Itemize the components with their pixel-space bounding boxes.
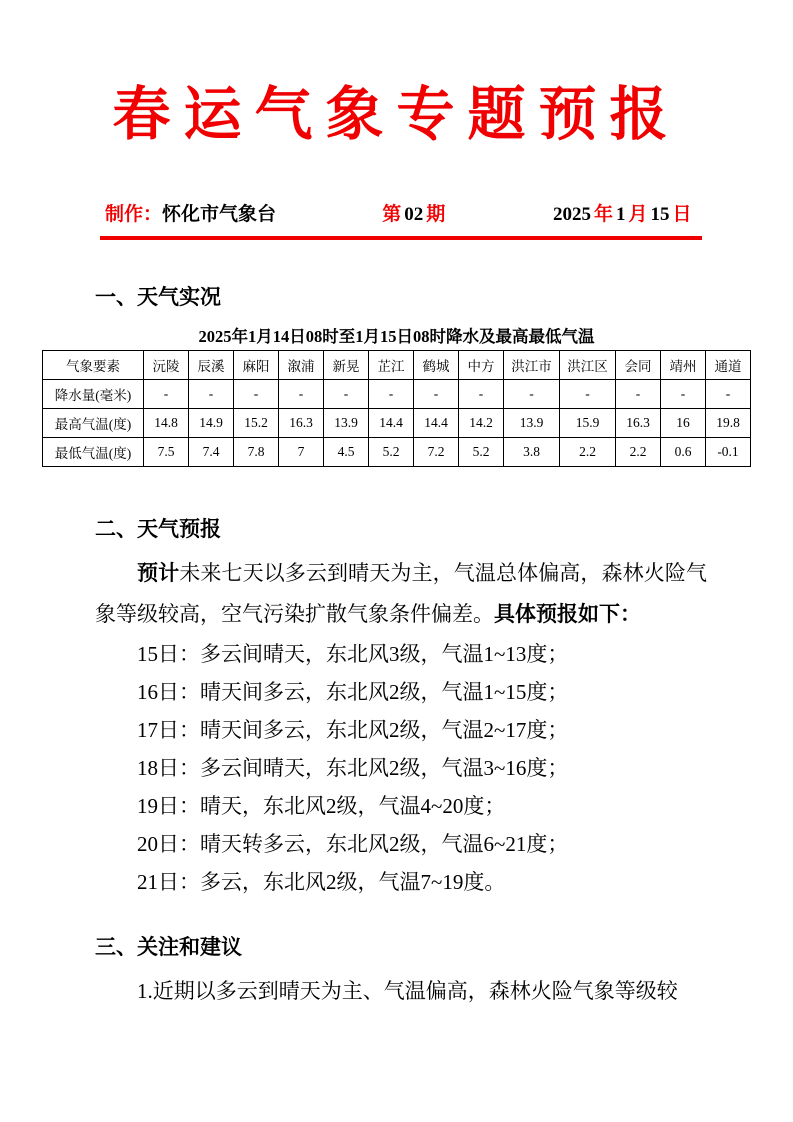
table-cell: 2.2 <box>616 437 661 466</box>
table-cell: - <box>369 379 414 408</box>
section-3-heading: 三、关注和建议 <box>95 935 242 959</box>
table-cell: 19.8 <box>706 408 751 437</box>
table-cell: - <box>189 379 234 408</box>
table-cell: 7.5 <box>144 437 189 466</box>
table-row-max-temp <box>43 408 751 437</box>
table-cell: 15.2 <box>234 408 279 437</box>
table-cell: 13.9 <box>504 408 560 437</box>
table-header-cell: 靖州 <box>661 350 706 379</box>
table-header-row <box>43 350 751 379</box>
table-cell: 5.2 <box>459 437 504 466</box>
date-day: 15 <box>650 203 670 225</box>
producer-name: 怀化市气象台 <box>162 203 277 225</box>
table-cell: 7.4 <box>189 437 234 466</box>
advice-item: 1.近期以多云到晴天为主、气温偏高，森林火险气象等级较 <box>137 978 678 1003</box>
table-cell: 16.3 <box>279 408 324 437</box>
intro-body: 未来七天以多云到晴天为主，气温总体偏高，森林火险气象等级较高，空气污染扩散气象条件偏差。 <box>95 560 708 626</box>
table-cell: 0.6 <box>661 437 706 466</box>
table-cell: - <box>504 379 560 408</box>
date-month: 1 <box>615 203 626 225</box>
table-cell: 13.9 <box>324 408 369 437</box>
weather-table <box>42 350 751 467</box>
issue-value: 02 <box>404 203 424 225</box>
row-label: 降水量(毫米) <box>43 379 144 408</box>
year-unit: 年 <box>593 203 613 225</box>
table-cell: - <box>560 379 616 408</box>
page-title: 春运气象专题预报 <box>112 82 681 147</box>
table-header-cell: 麻阳 <box>234 350 279 379</box>
day-unit: 日 <box>672 203 692 225</box>
issue-prefix: 第 <box>382 203 402 225</box>
table-header-cell: 通道 <box>706 350 751 379</box>
forecast-line: 20日：晴天转多云，东北风2级，气温6~21度； <box>137 831 569 856</box>
forecast-line: 15日：多云间晴天，东北风3级，气温1~13度； <box>137 641 569 666</box>
table-cell: 14.4 <box>414 408 459 437</box>
table-cell: 14.4 <box>369 408 414 437</box>
table-cell: - <box>661 379 706 408</box>
table-cell: 7 <box>279 437 324 466</box>
producer <box>105 203 276 227</box>
table-cell: - <box>706 379 751 408</box>
table-row-min-temp <box>43 437 751 466</box>
table-header-cell: 气象要素 <box>43 350 144 379</box>
issue-number <box>381 203 447 227</box>
row-label: 最低气温(度) <box>43 437 144 466</box>
forecast-line: 16日：晴天间多云，东北风2级，气温1~15度； <box>137 679 569 704</box>
table-cell: -0.1 <box>706 437 751 466</box>
table-cell: - <box>459 379 504 408</box>
intro-lead-bold: 预计 <box>137 561 180 585</box>
table-header-cell: 中方 <box>459 350 504 379</box>
date-year: 2025 <box>552 203 591 225</box>
table-cell: - <box>234 379 279 408</box>
forecast-line: 17日：晴天间多云，东北风2级，气温2~17度； <box>137 717 569 742</box>
table-cell: 3.8 <box>504 437 560 466</box>
forecast-list <box>95 635 701 901</box>
table-cell: 4.5 <box>324 437 369 466</box>
table-header-cell: 新晃 <box>324 350 369 379</box>
table-cell: 16 <box>661 408 706 437</box>
section-2-heading: 二、天气预报 <box>95 517 221 541</box>
intro-tail-bold: 具体预报如下： <box>494 602 641 626</box>
table-header-cell: 洪江市 <box>504 350 560 379</box>
table-cell: 2.2 <box>560 437 616 466</box>
table-cell: 7.8 <box>234 437 279 466</box>
table-header-cell: 会同 <box>616 350 661 379</box>
table-cell: 15.9 <box>560 408 616 437</box>
table-cell: 14.2 <box>459 408 504 437</box>
table-header-cell: 鹤城 <box>414 350 459 379</box>
table-row-precipitation <box>43 379 751 408</box>
forecast-line: 19日：晴天，东北风2级，气温4~20度； <box>137 793 506 818</box>
forecast-intro <box>95 553 707 635</box>
table-cell: - <box>616 379 661 408</box>
table-header-cell: 洪江区 <box>560 350 616 379</box>
table-header-cell: 芷江 <box>369 350 414 379</box>
month-unit: 月 <box>628 203 648 225</box>
table-cell: 7.2 <box>414 437 459 466</box>
issue-suffix: 期 <box>426 203 446 225</box>
table-cell: - <box>324 379 369 408</box>
producer-label: 制作： <box>105 203 163 225</box>
issue-date <box>551 203 693 227</box>
row-label: 最高气温(度) <box>43 408 144 437</box>
table-cell: 5.2 <box>369 437 414 466</box>
table-cell: 16.3 <box>616 408 661 437</box>
table-caption: 2025年1月14日08时至1月15日08时降水及最高最低气温 <box>198 326 595 346</box>
table-cell: - <box>144 379 189 408</box>
forecast-line: 21日：多云，东北风2级，气温7~19度。 <box>137 869 506 894</box>
table-header-cell: 沅陵 <box>144 350 189 379</box>
forecast-line: 18日：多云间晴天，东北风2级，气温3~16度； <box>137 755 569 780</box>
table-header-cell: 辰溪 <box>189 350 234 379</box>
section-1-heading: 一、天气实况 <box>95 285 221 309</box>
masthead-meta <box>105 203 693 227</box>
divider-rule <box>100 236 702 240</box>
table-cell: 14.9 <box>189 408 234 437</box>
table-cell: 14.8 <box>144 408 189 437</box>
table-cell: - <box>279 379 324 408</box>
table-cell: - <box>414 379 459 408</box>
table-header-cell: 溆浦 <box>279 350 324 379</box>
